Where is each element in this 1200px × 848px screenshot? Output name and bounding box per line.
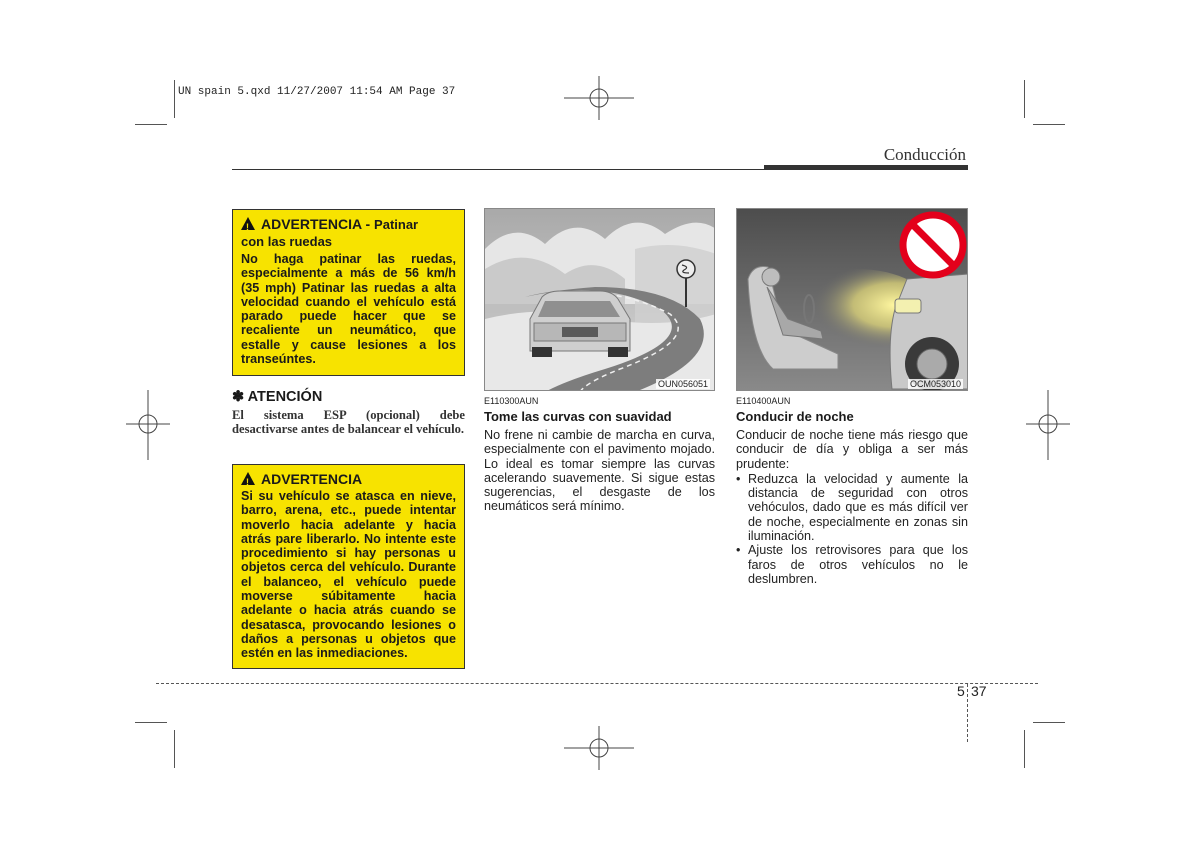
warning-heading: !ADVERTENCIA — [241, 471, 456, 487]
curve-road-illustration — [484, 208, 715, 391]
registration-mark-bottom-icon — [564, 726, 634, 770]
warning-box-wheel-spin — [232, 209, 465, 376]
page-number: 37 — [971, 683, 987, 699]
file-slug: UN spain 5.qxd 11/27/2007 11:54 AM Page 37 — [178, 86, 456, 98]
image-code: OUN056051 — [657, 379, 708, 389]
registration-mark-right-icon — [1026, 390, 1070, 460]
night-intro: Conducir de noche tiene más riesgo que conducir de día y obliga a ser más prudente: — [736, 428, 968, 471]
section-code: E110300AUN — [484, 396, 539, 406]
night-driving-illustration — [736, 208, 968, 391]
section-title: Conducción — [883, 145, 966, 164]
footer-rule — [156, 683, 1038, 684]
attention-title: ✽ ATENCIÓN — [232, 389, 323, 405]
prohibition-icon — [903, 215, 963, 275]
registration-mark-left-icon — [126, 390, 170, 460]
header-rule — [232, 169, 764, 170]
warning-body: Si su vehículo se atasca en nieve, barro, arena, etc., puede intentar moverlo hacia adelante y hacia atrás pare liberarlo. No intente este procedimiento si hay personas u objetos cerca del vehículo. Durante el balanceo, el vehículo puede moverse súbitamente hacia adelante o hacia atrás cuando se desatasca, provocando lesiones o daños a personas u objetos que estén en las inmediaciones. — [241, 489, 456, 661]
curves-title: Tome las curvas con suavidad — [484, 409, 672, 424]
header-rule-thick — [764, 165, 968, 170]
warning-box-rocking — [232, 464, 465, 669]
curves-body: No frene ni cambie de marcha en curva, especialmente con el pavimento mojado. Lo ideal es tomar siempre las curvas acelerando suavemente. Si sigue estas sugerencias, el desgaste de los neumáticos será mínimo. — [484, 428, 715, 514]
image-code: OCM053010 — [909, 379, 961, 389]
night-body — [736, 428, 968, 586]
registration-mark-top-icon — [564, 76, 634, 120]
section-code: E110400AUN — [736, 396, 791, 406]
warning-triangle-icon — [241, 217, 255, 230]
warning-body: No haga patinar las ruedas, especialmente a más de 56 km/h (35 mph) Patinar las ruedas a alta velocidad cuando el vehículo está parado puede hacer que se recaliente un neumático, que estalle y cause lesiones a los transeúntes. — [241, 252, 456, 367]
page-number-separator — [967, 684, 968, 742]
warning-triangle-icon — [241, 472, 255, 485]
night-bullet-1: • Reduzca la velocidad y aumente la distancia de seguridad con otros vehóculos, dado que es más difícil ver de noche, especialmente en zonas sin iluminación. — [736, 472, 968, 543]
chapter-number: 5 — [957, 683, 965, 699]
attention-body: El sistema ESP (opcional) debe desactivarse antes de balancear el vehículo. — [232, 408, 465, 436]
warning-heading: !ADVERTENCIA - Patinar con las ruedas — [241, 216, 456, 250]
night-title: Conducir de noche — [736, 409, 854, 424]
night-bullet-2: • Ajuste los retrovisores para que los faros de otros vehículos no le deslumbren. — [736, 543, 968, 586]
